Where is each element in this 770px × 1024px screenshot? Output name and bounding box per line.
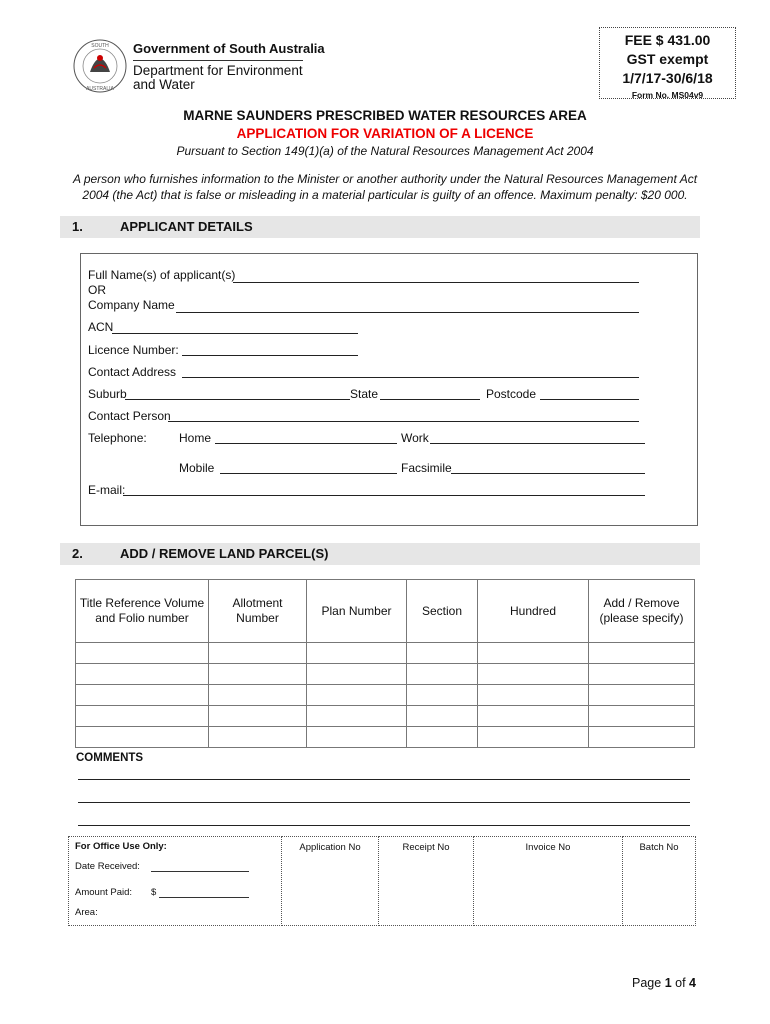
date-received-label: Date Received:: [75, 861, 140, 872]
fee-amount: FEE $ 431.00: [624, 32, 711, 48]
page-current: 1: [664, 976, 672, 990]
table-cell[interactable]: [478, 685, 589, 706]
receipt-no-label: Receipt No: [402, 842, 450, 853]
work-phone-field[interactable]: [430, 443, 645, 444]
col-hundred: Hundred: [478, 580, 589, 643]
section-2-number: 2.: [72, 546, 83, 561]
area-label: Area:: [75, 907, 98, 918]
table-row: [76, 643, 695, 664]
email-field[interactable]: [123, 495, 645, 496]
date-received-field[interactable]: [151, 871, 249, 872]
table-cell[interactable]: [209, 643, 307, 664]
table-cell[interactable]: [589, 643, 695, 664]
government-seal-logo: [72, 38, 128, 94]
table-row: [76, 664, 695, 685]
state-field[interactable]: [380, 399, 480, 400]
facsimile-field[interactable]: [451, 473, 645, 474]
gst-status: GST exempt: [626, 51, 709, 67]
fee-period: 1/7/17-30/6/18: [622, 70, 713, 86]
table-cell[interactable]: [209, 706, 307, 727]
facsimile-label: Facsimile: [401, 461, 452, 475]
licence-number-field[interactable]: [182, 355, 358, 356]
form-number: Form No. MS04v9: [631, 90, 704, 100]
table-cell[interactable]: [76, 727, 209, 748]
table-cell[interactable]: [307, 727, 407, 748]
svg-text:AUSTRALIA: AUSTRALIA: [86, 86, 114, 92]
col-add-remove: Add / Remove (please specify): [589, 580, 695, 643]
page-word: Page: [632, 976, 662, 990]
application-no-cell: [282, 837, 379, 926]
department-line-2: and Water: [133, 77, 195, 92]
section-2-title: ADD / REMOVE LAND PARCEL(S): [120, 546, 329, 561]
table-cell[interactable]: [209, 664, 307, 685]
application-no-label: Application No: [299, 842, 361, 853]
table-row: [76, 727, 695, 748]
table-header-row: [76, 580, 695, 643]
mobile-field[interactable]: [220, 473, 397, 474]
page-title: MARNE SAUNDERS PRESCRIBED WATER RESOURCES AREA: [183, 108, 587, 123]
section-1-title: APPLICANT DETAILS: [120, 219, 253, 234]
amount-paid-label: Amount Paid:: [75, 887, 133, 898]
acn-label: ACN: [88, 320, 114, 334]
table-cell[interactable]: [478, 727, 589, 748]
licence-number-label: Licence Number:: [88, 343, 179, 357]
mobile-label: Mobile: [179, 461, 215, 475]
office-use-title: For Office Use Only:: [75, 841, 167, 852]
table-row: [76, 706, 695, 727]
batch-no-cell: [623, 837, 696, 926]
table-cell[interactable]: [76, 664, 209, 685]
of-word: of: [675, 976, 686, 990]
page-subtitle: APPLICATION FOR VARIATION OF A LICENCE: [236, 126, 534, 141]
comments-line-3[interactable]: [78, 825, 690, 826]
col-section: Section: [407, 580, 478, 643]
suburb-field[interactable]: [125, 399, 350, 400]
applicant-details-panel: [80, 253, 698, 526]
amount-paid-field[interactable]: [159, 897, 249, 898]
office-use-table: [68, 836, 696, 926]
table-cell[interactable]: [307, 643, 407, 664]
land-parcels-table: [75, 579, 695, 748]
telephone-label: Telephone:: [88, 431, 147, 445]
page-total: 4: [689, 976, 696, 990]
suburb-label: Suburb: [88, 387, 127, 401]
contact-address-field[interactable]: [182, 377, 639, 378]
postcode-label: Postcode: [486, 387, 537, 401]
offence-warning: A person who furnishes information to the Minister or another authority under the Natural Resources Management Act 2004 (the Act) that is false or misleading in a material particular is guilty of an offence. Maximum penalty: $20 000.: [72, 172, 698, 202]
department-line-1: Department for Environment: [133, 63, 303, 78]
dollar-sign: $: [151, 887, 157, 898]
page-number: [632, 976, 696, 990]
or-label: OR: [88, 283, 106, 297]
state-label: State: [350, 387, 379, 401]
table-cell[interactable]: [76, 643, 209, 664]
table-cell[interactable]: [76, 685, 209, 706]
table-cell[interactable]: [209, 727, 307, 748]
pursuant-statement: Pursuant to Section 149(1)(a) of the Natural Resources Management Act 2004: [176, 144, 594, 158]
contact-person-field[interactable]: [168, 421, 639, 422]
table-cell[interactable]: [478, 706, 589, 727]
invoice-no-cell: [474, 837, 623, 926]
table-cell[interactable]: [407, 727, 478, 748]
full-name-field[interactable]: [233, 282, 639, 283]
acn-field[interactable]: [112, 333, 358, 334]
table-cell[interactable]: [589, 664, 695, 685]
invoice-no-label: Invoice No: [525, 842, 571, 853]
company-name-field[interactable]: [176, 312, 639, 313]
department-name: [133, 42, 325, 92]
section-1-number: 1.: [72, 219, 83, 234]
full-name-label: Full Name(s) of applicant(s): [88, 268, 236, 282]
contact-address-label: Contact Address: [88, 365, 177, 379]
table-cell[interactable]: [589, 727, 695, 748]
table-cell[interactable]: [478, 643, 589, 664]
table-cell[interactable]: [209, 685, 307, 706]
contact-person-label: Contact Person: [88, 409, 171, 423]
table-cell[interactable]: [407, 706, 478, 727]
table-cell[interactable]: [407, 664, 478, 685]
office-use-details: [69, 837, 282, 926]
amount-paid-row: [75, 887, 275, 907]
company-name-label: Company Name: [88, 298, 175, 312]
table-cell[interactable]: [76, 706, 209, 727]
table-cell[interactable]: [307, 664, 407, 685]
receipt-no-cell: [379, 837, 474, 926]
email-label: E-mail:: [88, 483, 126, 497]
table-cell[interactable]: [478, 664, 589, 685]
comments-label: COMMENTS: [76, 752, 144, 764]
col-plan-number: Plan Number: [307, 580, 407, 643]
comments-line-1[interactable]: [78, 779, 690, 780]
home-phone-field[interactable]: [215, 443, 397, 444]
batch-no-label: Batch No: [639, 842, 679, 853]
fee-box: [599, 27, 736, 99]
table-cell[interactable]: [407, 685, 478, 706]
section-2-header: [60, 543, 700, 565]
table-row: [76, 685, 695, 706]
col-title-reference: Title Reference Volume and Folio number: [76, 580, 209, 643]
logo-divider: [133, 60, 303, 61]
date-received-row: [75, 861, 275, 887]
table-cell[interactable]: [589, 706, 695, 727]
table-cell[interactable]: [407, 643, 478, 664]
svg-text:SOUTH: SOUTH: [91, 43, 109, 49]
table-cell[interactable]: [307, 685, 407, 706]
table-cell[interactable]: [307, 706, 407, 727]
table-cell[interactable]: [589, 685, 695, 706]
home-phone-label: Home: [179, 431, 212, 445]
col-allotment-number: Allotment Number: [209, 580, 307, 643]
section-1-header: [60, 216, 700, 238]
government-name: Government of South Australia: [133, 41, 325, 56]
comments-line-2[interactable]: [78, 802, 690, 803]
postcode-field[interactable]: [540, 399, 639, 400]
work-phone-label: Work: [401, 431, 429, 445]
